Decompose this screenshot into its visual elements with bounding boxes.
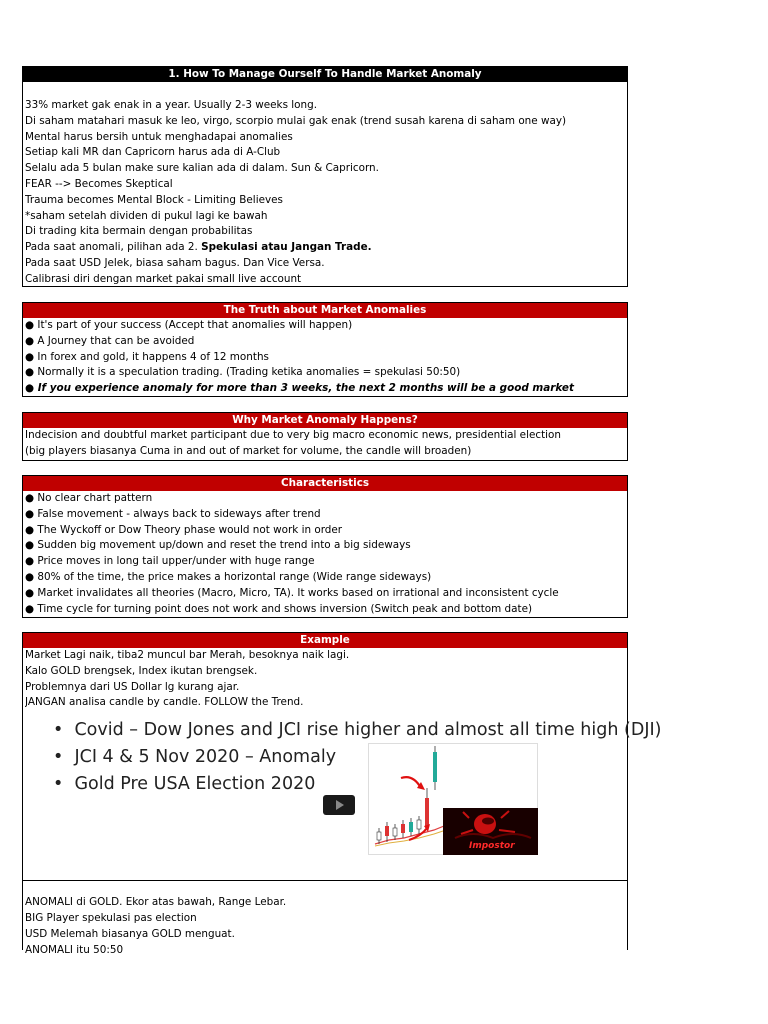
text-line: Setiap kali MR dan Capricorn harus ada di A-Club: [25, 146, 281, 159]
text-line: Calibrasi diri dengan market pakai small live account: [25, 272, 302, 285]
impostor-image: [443, 808, 538, 855]
text-line: Problemnya dari US Dollar lg kurang ajar.: [25, 680, 240, 693]
text-bold: Spekulasi atau Jangan Trade.: [201, 241, 372, 254]
slide-bullet: • Covid – Dow Jones and JCI rise higher and almost all time high (DJI): [53, 717, 661, 744]
text-line: 33% market gak enak in a year. Usually 2-3 weeks long.: [25, 99, 318, 111]
section-manage-anomaly: [22, 66, 628, 287]
text-line: Pada saat USD Jelek, biasa saham bagus. Dan Vice Versa.: [25, 256, 325, 269]
bullet-item: ● Sudden big movement up/down and reset the trend into a big sideways: [25, 538, 625, 554]
bullet-item: ● Time cycle for turning point does not work and shows inversion (Switch peak and bottom date): [25, 602, 625, 618]
text-line: Mental harus bersih untuk menghadapai anomalies: [25, 130, 293, 143]
impostor-label: Impostor: [469, 841, 515, 852]
slide-image: [23, 711, 662, 881]
text-line: Di trading kita bermain dengan probabilitas: [25, 225, 253, 238]
text-line: [25, 240, 625, 256]
text-line: (big players biasanya Cuma in and out of market for volume, the candle will broaden): [25, 444, 472, 457]
bullet-item: ● A Journey that can be avoided: [25, 334, 625, 350]
text-line: Market Lagi naik, tiba2 muncul bar Merah, besoknya naik lagi.: [25, 649, 350, 661]
text-line: Selalu ada 5 bulan make sure kalian ada di dalam. Sun & Capricorn.: [25, 162, 379, 175]
text-line: Kalo GOLD brengsek, Index ikutan brengsek.: [25, 664, 258, 677]
text-line: ANOMALI di GOLD. Ekor atas bawah, Range Lebar.: [25, 896, 287, 909]
play-icon[interactable]: [323, 795, 355, 815]
slide-bullet: • Gold Pre USA Election 2020: [53, 771, 661, 798]
section-why-anomaly: [22, 412, 628, 461]
slide-bullets: [53, 717, 661, 798]
section-header: Example: [23, 633, 627, 648]
section-truth-anomalies: [22, 302, 628, 397]
section-header: The Truth about Market Anomalies: [23, 303, 627, 318]
bullet-item: ● Market invalidates all theories (Macro, Micro, TA). It works based on irrational and inconsistent cycle: [25, 586, 625, 602]
bullet-item: ● 80% of the time, the price makes a horizontal range (Wide range sideways): [25, 570, 625, 586]
section-header: Characteristics: [23, 476, 627, 491]
bullet-item: ● Price moves in long tail upper/under with huge range: [25, 554, 625, 570]
text-line: Di saham matahari masuk ke leo, virgo, scorpio mulai gak enak (trend susah karena di saham one way): [25, 114, 567, 127]
section-characteristics: [22, 475, 628, 618]
section-header: Why Market Anomaly Happens?: [23, 413, 627, 428]
text-line: USD Melemah biasanya GOLD menguat.: [25, 927, 235, 940]
text-line: Indecision and doubtful market participant due to very big macro economic news, presidential election: [25, 429, 561, 441]
text-line: *saham setelah dividen di pukul lagi ke bawah: [25, 209, 268, 222]
text-line: ANOMALI itu 50:50: [25, 943, 124, 956]
section-example: [22, 632, 662, 956]
text-line: JANGAN analisa candle by candle. FOLLOW the Trend.: [25, 696, 304, 709]
text-line: FEAR --> Becomes Skeptical: [25, 177, 173, 190]
bullet-item: ● No clear chart pattern: [25, 491, 625, 507]
slide-bullet: • JCI 4 & 5 Nov 2020 – Anomaly: [53, 744, 661, 771]
bullet-item: ● It's part of your success (Accept that anomalies will happen): [25, 318, 625, 334]
text-line: BIG Player spekulasi pas election: [25, 911, 197, 924]
bullet-item: ● In forex and gold, it happens 4 of 12 months: [25, 350, 625, 366]
bullet-item: ● False movement - always back to sideways after trend: [25, 507, 625, 523]
bullet-item: ● Normally it is a speculation trading. (Trading ketika anomalies = spekulasi 50:50): [25, 365, 625, 381]
bullet-item: ● The Wyckoff or Dow Theory phase would not work in order: [25, 523, 625, 539]
section-header: 1. How To Manage Ourself To Handle Market Anomaly: [23, 67, 627, 82]
text-line: Trauma becomes Mental Block - Limiting Believes: [25, 193, 283, 206]
text-prefix: Pada saat anomali, pilihan ada 2.: [25, 241, 202, 254]
bullet-item-emphasis: ● If you experience anomaly for more than 3 weeks, the next 2 months will be a good market: [25, 381, 625, 397]
